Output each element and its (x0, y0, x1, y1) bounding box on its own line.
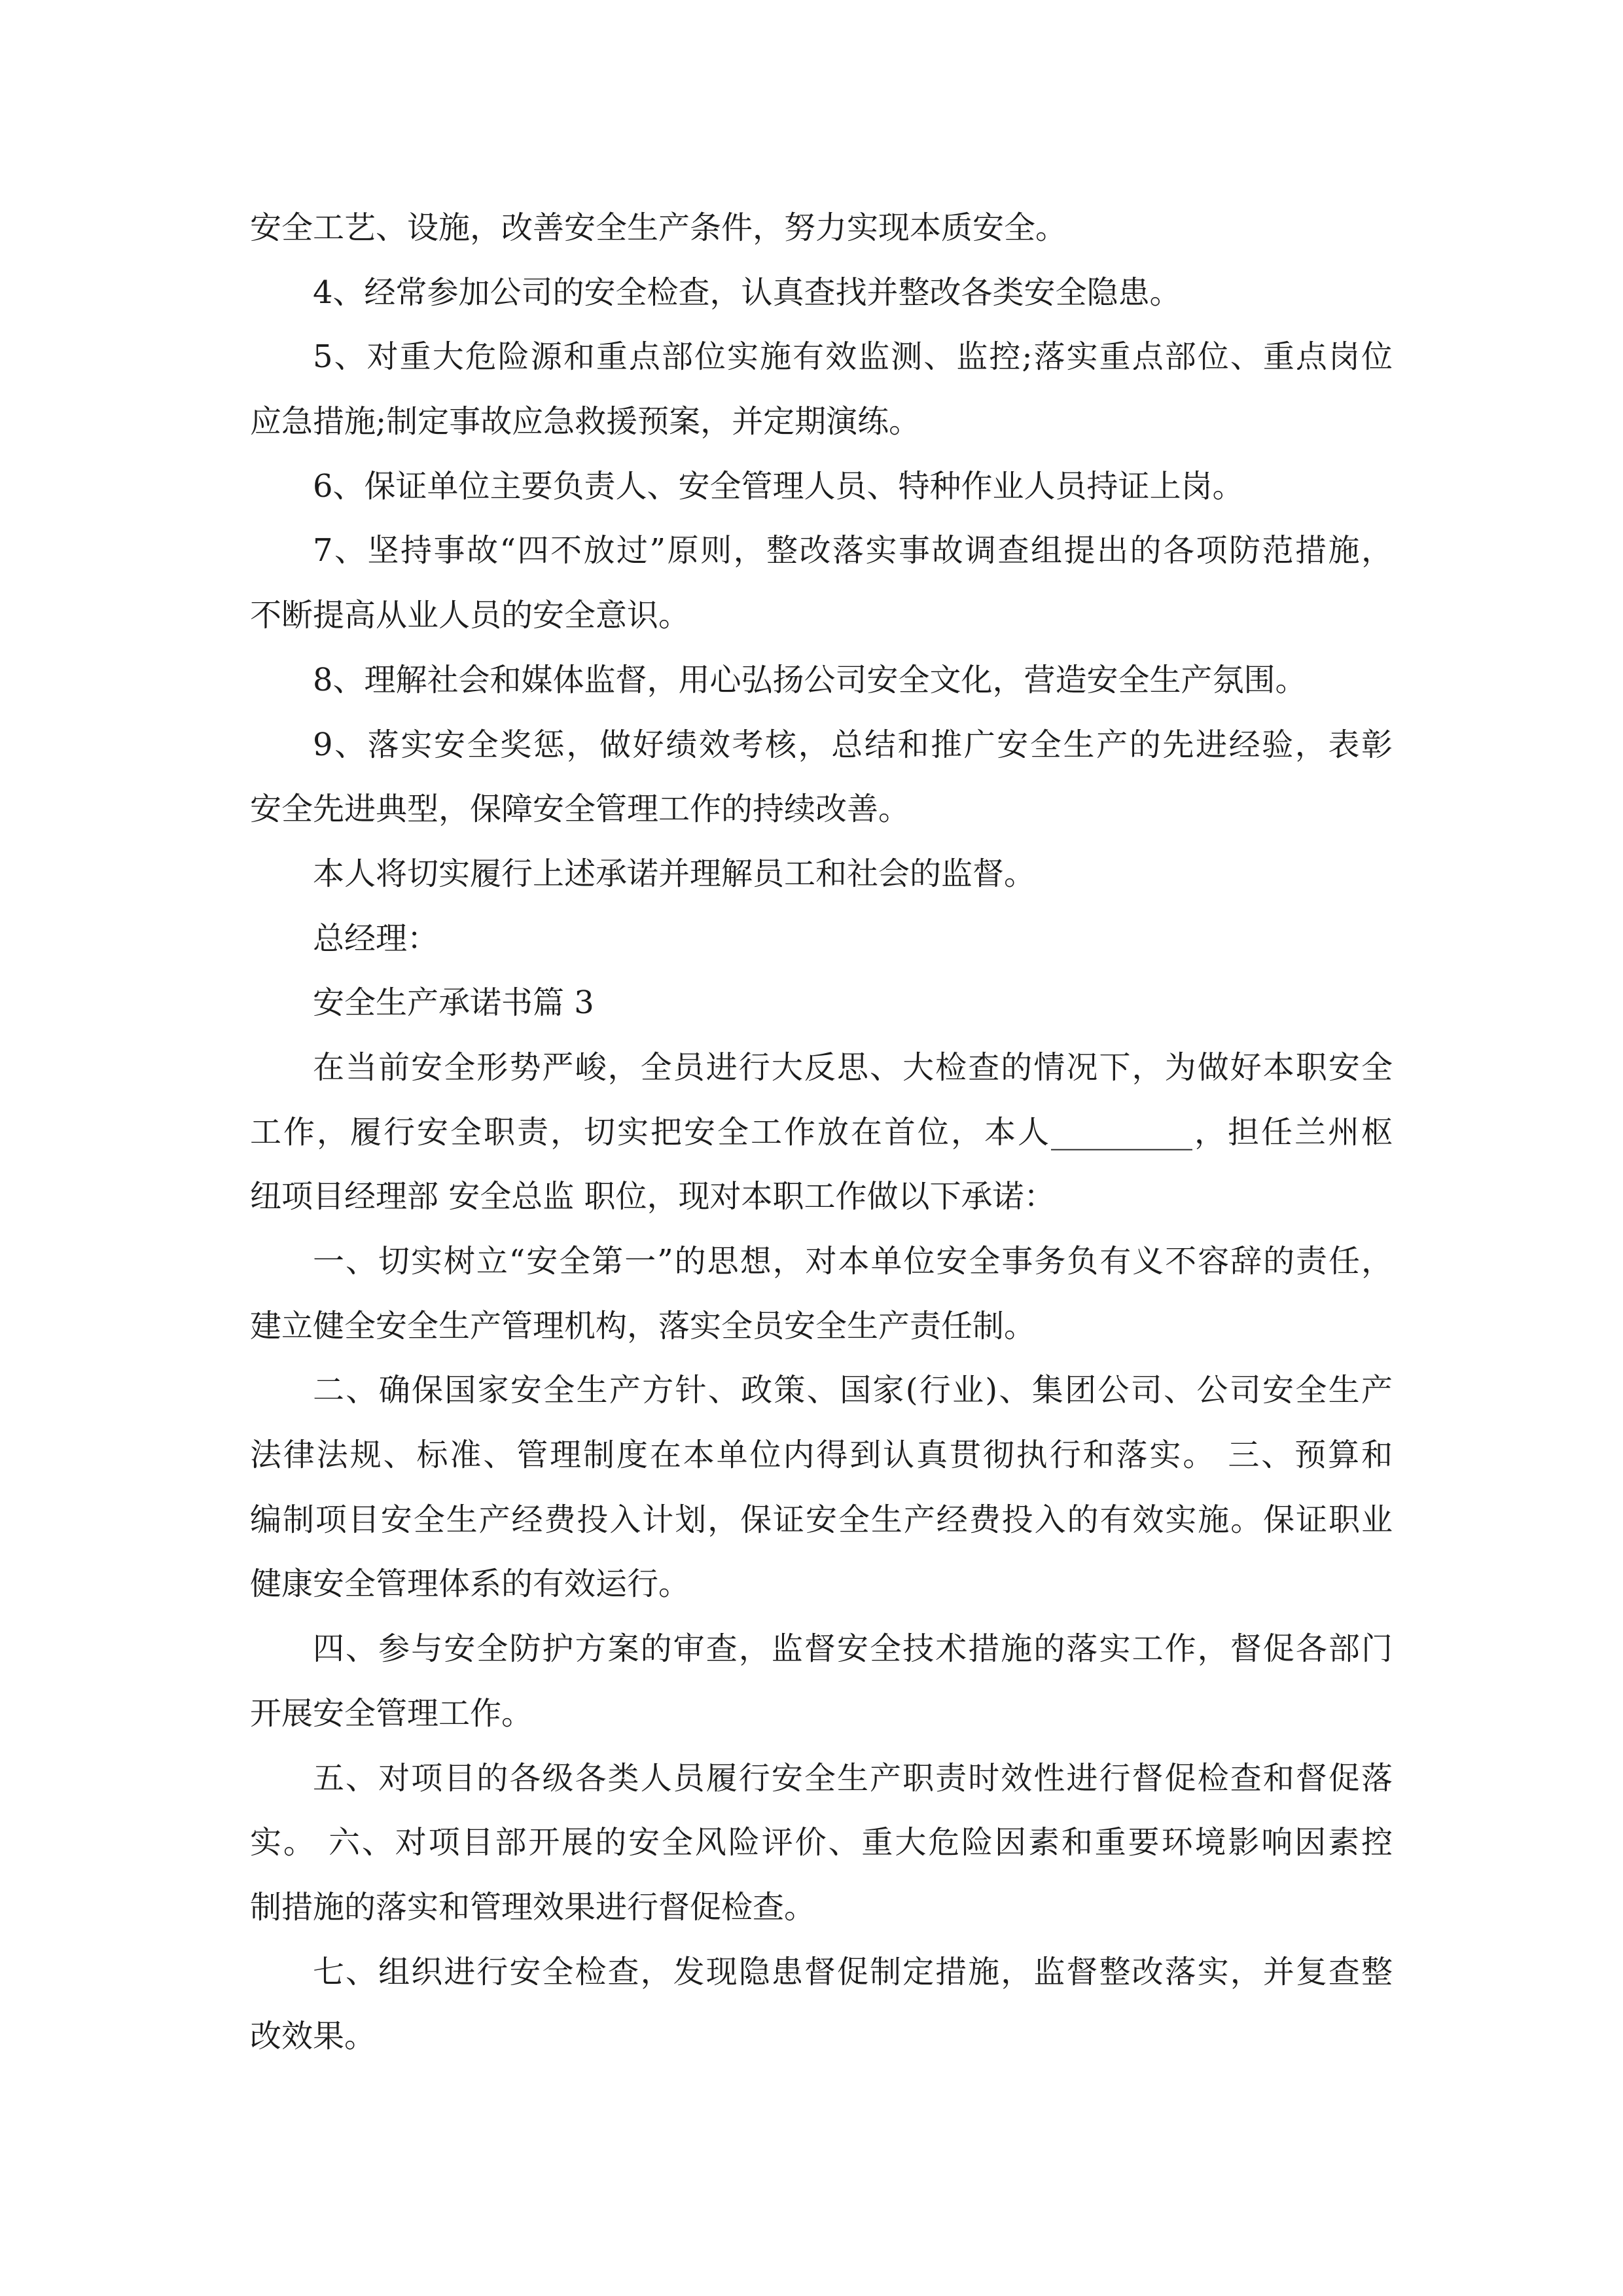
text-line: 工作，履行安全职责，切实把安全工作放在首位，本人_________，担任兰州枢 (250, 1113, 1393, 1151)
text-line: 7、坚持事故“四不放过”原则，整改落实事故调查组提出的各项防范措施， (313, 532, 1393, 569)
intro-paragraph (250, 1035, 1393, 1229)
text-line: 纽项目经理部 安全总监 职位，现对本职工作做以下承诺： (250, 1178, 1056, 1215)
paragraph-continued (250, 196, 1393, 260)
section-title (250, 971, 1393, 1035)
item-4 (250, 260, 1393, 325)
text-line: 法律法规、标准、管理制度在本单位内得到认真贯彻执行和落实。 三、预算和 (250, 1437, 1393, 1474)
text-line: 四、参与安全防护方案的审查，监督安全技术措施的落实工作，督促各部门 (313, 1630, 1393, 1668)
text-line: 9、落实安全奖惩，做好绩效考核，总结和推广安全生产的先进经验，表彰 (313, 726, 1393, 763)
item-9 (250, 713, 1393, 842)
text-line: 二、确保国家安全生产方针、政策、国家(行业)、集团公司、公司安全生产 (313, 1372, 1393, 1409)
clause-1 (250, 1229, 1393, 1358)
text-line: 一、切实树立“安全第一”的思想，对本单位安全事务负有义不容辞的责任， (313, 1243, 1393, 1280)
text-line: 改效果。 (250, 2018, 376, 2055)
text-line: 8、理解社会和媒体监督，用心弘扬公司安全文化，营造安全生产氛围。 (313, 661, 1307, 698)
item-7 (250, 518, 1393, 647)
commitment-statement (250, 842, 1393, 906)
text-line: 安全工艺、设施，改善安全生产条件，努力实现本质安全。 (250, 209, 1067, 246)
text-line: 七、组织进行安全检查，发现隐患督促制定措施，监督整改落实，并复查整 (313, 1953, 1393, 1990)
text-line: 五、对项目的各级各类人员履行安全生产职责时效性进行督促检查和督促落 (313, 1759, 1393, 1797)
document-body (250, 196, 1393, 2069)
text-line: 安全先进典型，保障安全管理工作的持续改善。 (250, 791, 910, 828)
text-line: 安全生产承诺书篇 3 (313, 984, 594, 1022)
text-line: 4、经常参加公司的安全检查，认真查找并整改各类安全隐患。 (313, 274, 1181, 311)
text-line: 制措施的落实和管理效果进行督促检查。 (250, 1888, 816, 1926)
clause-2-3 (250, 1358, 1393, 1617)
clause-4 (250, 1617, 1393, 1746)
text-line: 健康安全管理体系的有效运行。 (250, 1566, 690, 1603)
text-line: 实。 六、对项目部开展的安全风险评价、重大危险因素和重要环境影响因素控 (250, 1824, 1393, 1861)
text-line: 应急措施;制定事故应急救援预案，并定期演练。 (250, 403, 921, 440)
item-6 (250, 454, 1393, 519)
text-line: 5、对重大危险源和重点部位实施有效监测、监控;落实重点部位、重点岗位 (313, 338, 1393, 376)
text-line: 在当前安全形势严峻，全员进行大反思、大检查的情况下，为做好本职安全 (313, 1049, 1393, 1086)
text-line: 本人将切实履行上述承诺并理解员工和社会的监督。 (313, 855, 1036, 892)
item-5 (250, 325, 1393, 454)
signature-label (250, 906, 1393, 971)
text-line: 6、保证单位主要负责人、安全管理人员、特种作业人员持证上岗。 (313, 467, 1244, 505)
text-line: 不断提高从业人员的安全意识。 (250, 597, 690, 634)
item-8 (250, 648, 1393, 713)
text-line: 编制项目安全生产经费投入计划，保证安全生产经费投入的有效实施。保证职业 (250, 1501, 1393, 1538)
text-line: 开展安全管理工作。 (250, 1695, 533, 1732)
text-line: 建立健全安全生产管理机构，落实全员安全生产责任制。 (250, 1307, 1036, 1344)
clause-5-6 (250, 1746, 1393, 1940)
text-line: 总经理： (313, 920, 439, 957)
clause-7 (250, 1940, 1393, 2069)
